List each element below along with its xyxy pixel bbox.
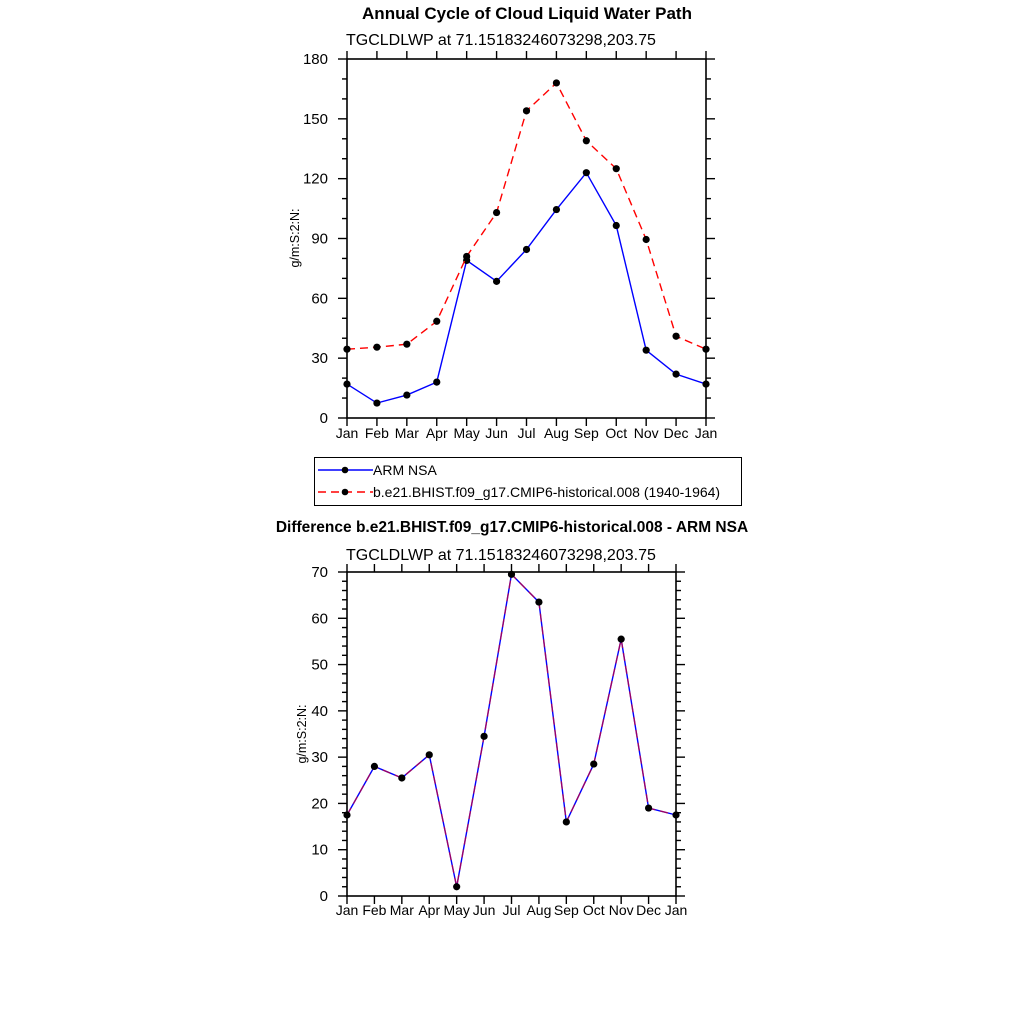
svg-text:60: 60	[311, 610, 328, 628]
svg-text:20: 20	[311, 795, 328, 813]
svg-text:Jan: Jan	[664, 902, 688, 918]
svg-text:Jun: Jun	[485, 425, 508, 441]
difference-subtitle: TGCLDLWP at 71.15183246073298,203.75	[346, 547, 656, 564]
svg-text:30: 30	[311, 749, 328, 767]
svg-text:Oct: Oct	[605, 425, 628, 441]
legend-box	[314, 457, 742, 506]
svg-text:10: 10	[311, 841, 328, 859]
legend-label-arm-nsa: ARM NSA	[373, 462, 437, 478]
svg-text:Aug: Aug	[526, 902, 552, 918]
svg-text:Mar: Mar	[394, 425, 419, 441]
svg-text:Oct: Oct	[582, 902, 605, 918]
svg-text:Jun: Jun	[472, 902, 496, 918]
annual-cycle-subtitle: TGCLDLWP at 71.15183246073298,203.75	[346, 32, 656, 49]
svg-text:0: 0	[319, 888, 328, 905]
model-line-sample	[318, 486, 373, 498]
svg-text:0: 0	[319, 410, 328, 427]
svg-text:120: 120	[302, 170, 328, 188]
svg-text:Feb: Feb	[364, 425, 389, 441]
svg-text:Sep: Sep	[573, 425, 599, 441]
svg-text:70: 70	[311, 564, 328, 581]
svg-text:50: 50	[311, 656, 328, 674]
svg-text:30: 30	[311, 350, 328, 368]
svg-text:Nov: Nov	[608, 902, 634, 918]
annual-cycle-y-axis-label: g/m:S:2:N:	[288, 208, 302, 268]
legend-item-model	[315, 481, 741, 503]
svg-text:May: May	[443, 902, 470, 918]
svg-text:180: 180	[302, 51, 328, 68]
svg-text:Jul: Jul	[502, 902, 521, 918]
svg-text:Jan: Jan	[335, 902, 359, 918]
arm-nsa-line-sample	[318, 464, 373, 476]
difference-plot	[0, 515, 1024, 975]
svg-text:Feb: Feb	[362, 902, 387, 918]
svg-text:Dec: Dec	[663, 425, 689, 441]
svg-text:Dec: Dec	[636, 902, 662, 918]
svg-text:Jan: Jan	[694, 425, 718, 441]
legend-item-arm-nsa	[315, 459, 741, 481]
legend-label-model: b.e21.BHIST.f09_g17.CMIP6-historical.008 (1940-1964)	[373, 484, 721, 500]
svg-text:May: May	[453, 425, 480, 441]
svg-text:Jul: Jul	[517, 425, 536, 441]
svg-text:150: 150	[302, 110, 328, 128]
svg-text:Apr: Apr	[418, 902, 441, 918]
svg-text:Apr: Apr	[425, 425, 448, 441]
annual-cycle-title: Annual Cycle of Cloud Liquid Water Path	[362, 4, 692, 23]
svg-text:Sep: Sep	[553, 902, 579, 918]
svg-text:Mar: Mar	[389, 902, 414, 918]
svg-text:90: 90	[311, 230, 328, 248]
svg-text:60: 60	[311, 290, 328, 308]
difference-y-axis-label: g/m:S:2:N:	[295, 704, 309, 764]
svg-text:40: 40	[311, 702, 328, 720]
svg-text:Nov: Nov	[633, 425, 659, 441]
svg-text:Aug: Aug	[543, 425, 569, 441]
svg-text:Jan: Jan	[335, 425, 359, 441]
difference-title: Difference b.e21.BHIST.f09_g17.CMIP6-historical.008 - ARM NSA	[275, 519, 749, 536]
